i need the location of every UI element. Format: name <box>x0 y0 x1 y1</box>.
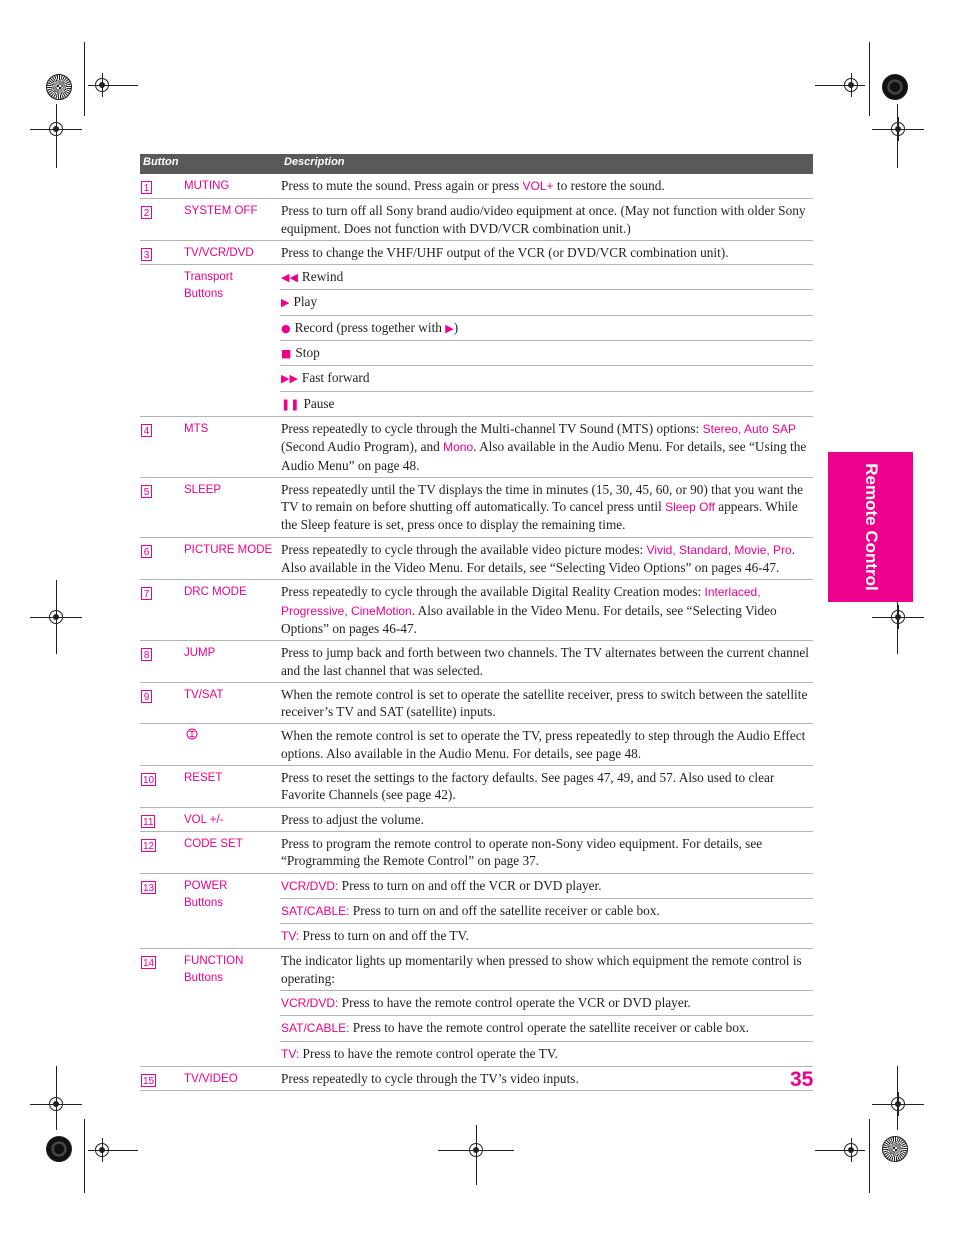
button-name-cell <box>184 1067 280 1090</box>
header-description: Description <box>284 156 345 168</box>
description-text: Rewind <box>301 269 344 285</box>
description-cell <box>280 478 813 537</box>
button-name-cell <box>184 580 280 640</box>
description-line <box>280 478 813 537</box>
description-text: to restore the sound. <box>553 178 665 193</box>
description-cell <box>280 832 813 873</box>
button-name: CODE SET <box>184 837 243 850</box>
description-line <box>280 899 813 924</box>
button-name: SLEEP <box>184 483 222 496</box>
button-name-cell <box>184 832 280 873</box>
description-cell <box>280 874 813 949</box>
description-line <box>280 392 813 416</box>
keyword: SAT/CABLE: <box>281 1021 350 1036</box>
description-line <box>280 417 813 477</box>
description-line <box>280 991 813 1016</box>
description-text: Press to adjust the volume. <box>281 811 424 827</box>
keyword: Mono <box>443 440 474 455</box>
button-name: MTS <box>184 422 209 435</box>
callout-cell <box>140 199 184 240</box>
registration-mark-icon <box>844 1143 858 1157</box>
description-line <box>280 832 813 873</box>
rewind-icon: ◀◀ <box>281 271 298 285</box>
button-name-cell <box>184 538 280 580</box>
button-name: PICTURE MODE <box>184 543 273 556</box>
description-text: The indicator lights up momentarily when pressed to show which equipment the remote control is operating: <box>281 953 802 986</box>
callout-number: 2 <box>141 206 152 219</box>
description-line <box>280 949 813 991</box>
callout-cell <box>140 174 184 198</box>
button-name: VOL +/- <box>184 813 224 826</box>
keyword: VCR/DVD: <box>281 995 339 1010</box>
callout-number: 6 <box>141 545 152 558</box>
button-name: POWER <box>184 879 228 892</box>
keyword: Stereo, Auto SAP <box>702 421 797 436</box>
callout-number: 12 <box>143 840 155 852</box>
description-cell <box>280 641 813 682</box>
table-row <box>140 580 813 641</box>
star-target-icon <box>882 1136 908 1162</box>
star-target-icon <box>46 74 72 100</box>
description-text: Play <box>293 294 318 310</box>
description-text: . Also available in the Audio Menu. For details, see “Using the Audio Menu” on page 48. <box>281 439 807 473</box>
callout-cell <box>140 1067 184 1090</box>
callout-number: 8 <box>141 648 152 661</box>
sound-effect-icon <box>184 728 280 746</box>
callout-number: 15 <box>143 1075 155 1087</box>
table-row <box>140 683 813 725</box>
description-line <box>280 1042 813 1066</box>
record-icon: ● <box>281 321 291 335</box>
description-cell <box>280 241 813 264</box>
description-text: Stop <box>295 345 320 361</box>
keyword: VOL+ <box>522 179 554 193</box>
description-line <box>280 174 813 198</box>
description-text: When the remote control is set to operate the satellite receiver, press to switch between the satellite receiver’s TV and SAT (satellite) inputs. <box>281 686 808 720</box>
keyword: Vivid, Standard, Movie, Pro <box>646 542 792 557</box>
callout-number: 5 <box>141 485 152 498</box>
button-description-table <box>140 154 813 1091</box>
button-name-cell <box>184 766 280 807</box>
section-tab <box>828 452 913 602</box>
table-row <box>140 265 813 417</box>
description-text: Press to turn on and off the VCR or DVD player. <box>338 877 602 893</box>
registration-mark-icon <box>95 1143 109 1157</box>
table-row <box>140 199 813 241</box>
description-text: . Also available in the Video Menu. For details, see “Selecting Video Options” on pages 46-47. <box>281 602 777 636</box>
description-cell <box>280 580 813 640</box>
description-text: Press repeatedly to cycle through the TV’s video inputs. <box>281 1070 579 1086</box>
description-line <box>280 683 813 724</box>
description-cell <box>280 1067 813 1090</box>
description-text: Record (press together with <box>294 319 446 335</box>
button-name-cell <box>184 949 280 1065</box>
button-name: TV/SAT <box>184 688 224 701</box>
description-line <box>280 766 813 807</box>
button-name-cell <box>184 724 280 765</box>
table-row <box>140 808 813 832</box>
table-row <box>140 874 813 950</box>
callout-cell <box>140 241 184 264</box>
callout-cell <box>140 580 184 640</box>
button-name: TV/VIDEO <box>184 1072 238 1085</box>
callout-cell <box>140 417 184 477</box>
description-line <box>280 1067 813 1090</box>
button-name-cell <box>184 174 280 198</box>
description-line <box>280 538 813 580</box>
callout-cell <box>140 808 184 831</box>
keyword: Interlaced, Progressive, CineMotion <box>281 585 761 618</box>
table-row <box>140 174 813 199</box>
page-number: 35 <box>790 1068 814 1091</box>
button-name: JUMP <box>184 647 216 660</box>
button-name: DRC MODE <box>184 586 247 599</box>
button-name: FUNCTION <box>184 955 244 968</box>
table-body <box>140 174 813 1091</box>
stop-icon: ■ <box>281 347 292 361</box>
description-text: Press to have the remote control operate the satellite receiver or cable box. <box>349 1020 749 1036</box>
callout-number: 7 <box>141 587 152 600</box>
button-name: Transport <box>184 271 233 284</box>
button-name: TV/VCR/DVD <box>184 246 254 259</box>
description-cell <box>280 683 813 724</box>
table-row <box>140 724 813 766</box>
table-row <box>140 766 813 808</box>
callout-number: 10 <box>143 775 155 787</box>
callout-cell <box>140 724 184 765</box>
description-line <box>280 724 813 765</box>
callout-cell <box>140 265 184 416</box>
description-text: When the remote control is set to operate the TV, press repeatedly to step through the Audio Effect options. Also available in the Audio Menu. For details, see page 48. <box>281 728 806 761</box>
description-text: Press to jump back and forth between two channels. The TV alternates between the current channel and the last channel that was selected. <box>281 645 810 678</box>
description-line <box>280 1016 813 1041</box>
description-cell <box>280 766 813 807</box>
keyword: VCR/DVD: <box>281 878 339 893</box>
table-row <box>140 241 813 265</box>
fast-forward-icon: ▶▶ <box>281 372 298 386</box>
button-name: RESET <box>184 772 223 785</box>
description-line <box>280 241 813 264</box>
registration-mark-icon <box>469 1143 483 1157</box>
description-text: Press repeatedly to cycle through the available Digital Reality Creation modes: <box>281 584 705 600</box>
callout-cell <box>140 641 184 682</box>
callout-number: 3 <box>141 248 152 261</box>
table-row <box>140 1067 813 1091</box>
section-tab-label: Remote Control <box>861 463 881 591</box>
description-cell <box>280 949 813 1065</box>
description-line <box>280 924 813 948</box>
callout-number: 11 <box>143 816 154 828</box>
registration-mark-icon <box>49 122 63 136</box>
description-line <box>280 341 813 366</box>
description-line <box>280 316 813 341</box>
description-line <box>280 874 813 899</box>
callout-cell <box>140 832 184 873</box>
description-text: Pause <box>303 395 335 411</box>
registration-mark-icon <box>891 122 905 136</box>
description-text: Press to program the remote control to operate non-Sony video equipment. For details, see “Programming the Remote Control” on page 37. <box>281 835 763 869</box>
button-name: Buttons <box>184 288 223 301</box>
callout-cell <box>140 766 184 807</box>
button-name: Buttons <box>184 972 223 985</box>
description-line <box>280 580 813 640</box>
description-line <box>280 366 813 391</box>
header-button: Button <box>143 156 179 168</box>
keyword: Sleep Off <box>665 500 715 515</box>
description-text: Press repeatedly until the TV displays the time in minutes (15, 30, 45, 60, or 90) that you want the TV to remain on before shutting off automatically. To cancel press until <box>281 481 804 515</box>
description-cell <box>280 724 813 765</box>
description-cell <box>280 417 813 477</box>
keyword: TV: <box>281 929 300 944</box>
pause-icon: ❚❚ <box>281 397 300 411</box>
description-cell <box>280 808 813 831</box>
description-cell <box>280 199 813 240</box>
button-name-cell <box>184 683 280 724</box>
table-row <box>140 832 813 874</box>
keyword: SAT/CABLE: <box>281 903 350 918</box>
description-line <box>280 808 813 831</box>
callout-number: 9 <box>141 690 152 703</box>
callout-cell <box>140 949 184 1065</box>
registration-mark-icon <box>95 78 109 92</box>
keyword: TV: <box>281 1046 300 1061</box>
description-text: (Second Audio Program), and <box>281 439 444 455</box>
description-text: Press repeatedly to cycle through the available video picture modes: <box>281 541 647 557</box>
description-cell <box>280 538 813 580</box>
description-text: appears. While the Sleep feature is set, press once to display the remaining time. <box>281 499 798 533</box>
description-text: Press to change the VHF/UHF output of the VCR (or DVD/VCR combination unit). <box>281 244 729 260</box>
description-text: Press to mute the sound. Press again or press <box>281 178 523 193</box>
button-name-cell <box>184 417 280 477</box>
callout-number: 4 <box>141 424 152 437</box>
description-line <box>280 290 813 315</box>
button-name: SYSTEM OFF <box>184 205 258 218</box>
description-text: . Also available in the Video Menu. For details, see “Selecting Video Options” on pages 46-47. <box>281 541 796 576</box>
registration-mark-icon <box>49 1097 63 1111</box>
button-name-cell <box>184 478 280 537</box>
table-row <box>140 417 813 478</box>
registration-mark-icon <box>844 78 858 92</box>
description-line <box>280 641 813 682</box>
description-text: Press to reset the settings to the factory defaults. See pages 47, 49, and 57. Also used to clear Favorite Channels (see page 42). <box>281 770 775 803</box>
description-cell <box>280 174 813 198</box>
description-text: Press to turn on and off the TV. <box>299 928 469 944</box>
button-name-cell <box>184 641 280 682</box>
callout-cell <box>140 683 184 724</box>
callout-number: 14 <box>143 958 155 970</box>
play-icon: ▶ <box>445 321 454 335</box>
button-name: MUTING <box>184 180 230 192</box>
table-row <box>140 538 813 581</box>
description-line <box>280 265 813 290</box>
color-target-icon <box>882 74 908 100</box>
callout-number: 13 <box>143 882 155 894</box>
color-target-icon <box>46 1136 72 1162</box>
description-text: Press to have the remote control operate the TV. <box>299 1045 558 1061</box>
play-icon: ▶ <box>281 296 290 310</box>
registration-mark-icon <box>49 610 63 624</box>
button-name-cell <box>184 241 280 264</box>
description-cell <box>280 265 813 416</box>
table-row <box>140 478 813 538</box>
description-text: Press repeatedly to cycle through the Multi-channel TV Sound (MTS) options: <box>281 420 703 436</box>
description-text: ) <box>453 319 459 335</box>
description-line <box>280 199 813 240</box>
callout-cell <box>140 538 184 580</box>
button-name-cell <box>184 874 280 949</box>
callout-cell <box>140 478 184 537</box>
description-text: Press to have the remote control operate the VCR or DVD player. <box>338 994 691 1010</box>
registration-mark-icon <box>891 610 905 624</box>
description-text: Press to turn off all Sony brand audio/video equipment at once. (May not function with older Sony equipment. Does not function with DVD/VCR combination unit.) <box>281 203 806 236</box>
table-header <box>140 154 813 174</box>
description-text: Press to turn on and off the satellite receiver or cable box. <box>349 902 660 918</box>
registration-mark-icon <box>891 1097 905 1111</box>
button-name-cell <box>184 199 280 240</box>
button-name-cell <box>184 808 280 831</box>
button-name: Buttons <box>184 896 223 909</box>
table-row <box>140 949 813 1066</box>
callout-number: 1 <box>141 181 152 194</box>
description-text: Fast forward <box>301 370 370 386</box>
callout-cell <box>140 874 184 949</box>
button-name-cell <box>184 265 280 416</box>
table-row <box>140 641 813 683</box>
